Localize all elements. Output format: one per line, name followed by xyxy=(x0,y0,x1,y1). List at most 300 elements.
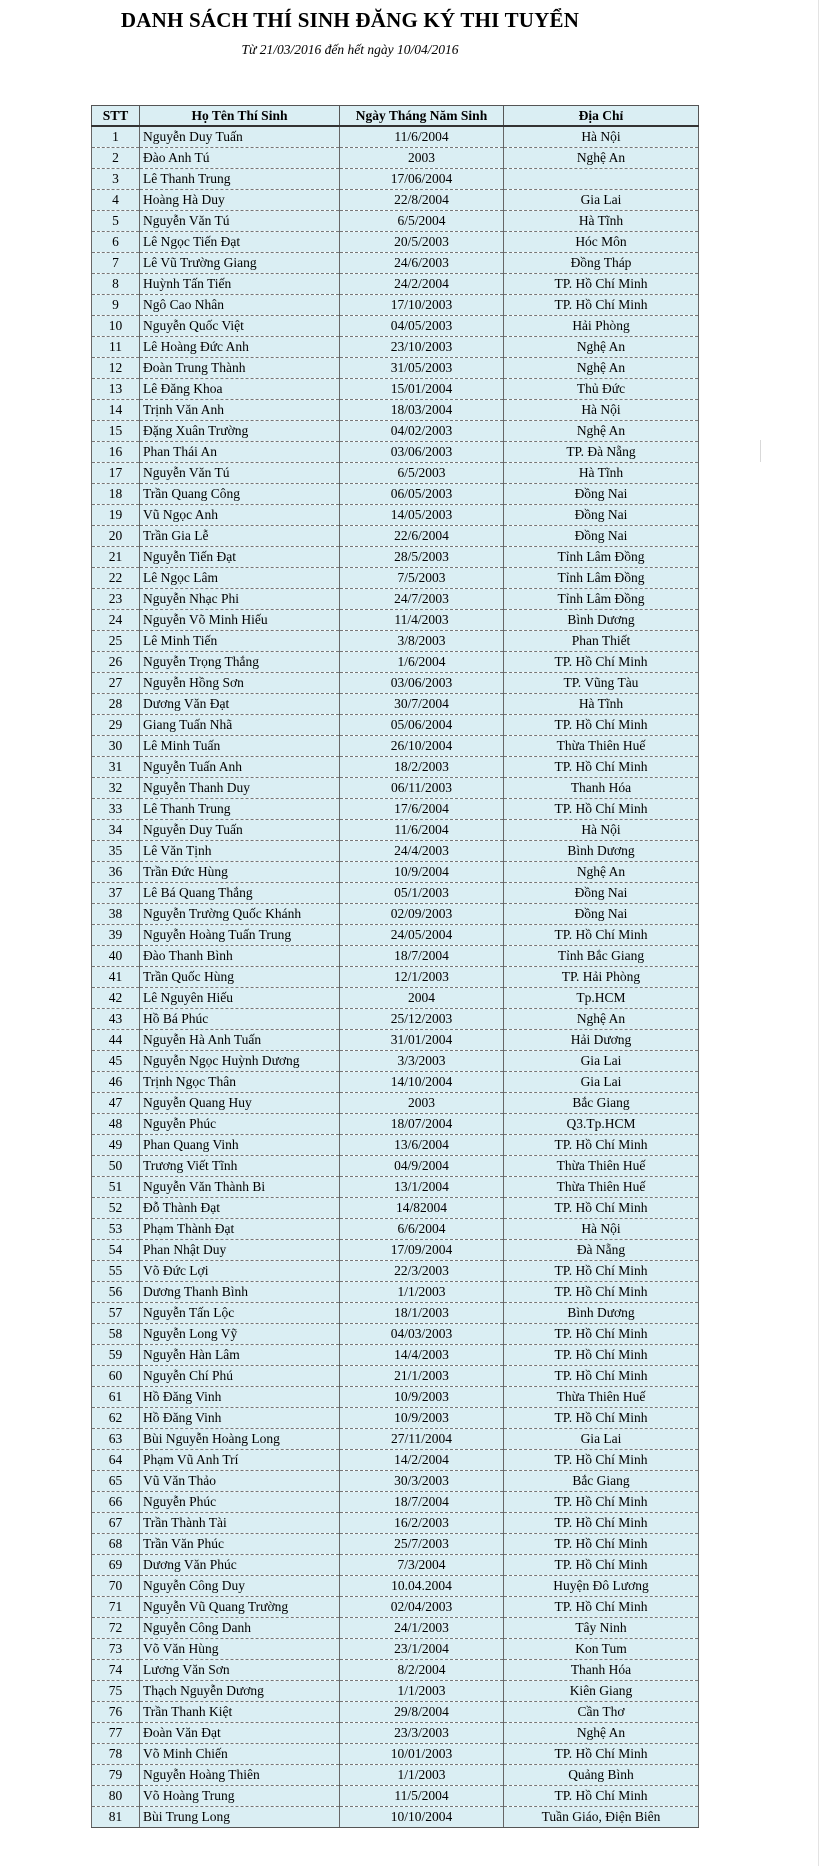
cell-address: TP. Hồ Chí Minh xyxy=(504,757,699,778)
cell-address: Hà Tĩnh xyxy=(504,694,699,715)
cell-stt: 49 xyxy=(92,1135,140,1156)
cell-stt: 78 xyxy=(92,1744,140,1765)
table-row xyxy=(92,1534,699,1555)
cell-stt: 76 xyxy=(92,1702,140,1723)
table-row xyxy=(92,148,699,169)
table-row xyxy=(92,526,699,547)
cell-date-of-birth: 15/01/2004 xyxy=(340,379,504,400)
cell-date-of-birth: 30/7/2004 xyxy=(340,694,504,715)
cell-full-name: Trần Thành Tài xyxy=(140,1513,340,1534)
cell-stt: 38 xyxy=(92,904,140,925)
cell-date-of-birth: 31/01/2004 xyxy=(340,1030,504,1051)
cell-address: Q3.Tp.HCM xyxy=(504,1114,699,1135)
table-row xyxy=(92,1324,699,1345)
cell-address: TP. Hồ Chí Minh xyxy=(504,925,699,946)
cell-stt: 41 xyxy=(92,967,140,988)
cell-stt: 9 xyxy=(92,295,140,316)
cell-date-of-birth: 14/82004 xyxy=(340,1198,504,1219)
cell-date-of-birth: 7/3/2004 xyxy=(340,1555,504,1576)
cell-full-name: Lê Đăng Khoa xyxy=(140,379,340,400)
cell-stt: 16 xyxy=(92,442,140,463)
cell-stt: 12 xyxy=(92,358,140,379)
cell-address: Tỉnh Lâm Đồng xyxy=(504,589,699,610)
cell-address: Nghệ An xyxy=(504,1723,699,1744)
cell-stt: 69 xyxy=(92,1555,140,1576)
table-row xyxy=(92,1681,699,1702)
cell-full-name: Trần Đức Hùng xyxy=(140,862,340,883)
table-row xyxy=(92,946,699,967)
cell-stt: 39 xyxy=(92,925,140,946)
cell-date-of-birth: 10.04.2004 xyxy=(340,1576,504,1597)
cell-full-name: Thạch Nguyễn Dương xyxy=(140,1681,340,1702)
cell-address: TP. Hồ Chí Minh xyxy=(504,1786,699,1807)
cell-date-of-birth: 04/03/2003 xyxy=(340,1324,504,1345)
cell-date-of-birth: 26/10/2004 xyxy=(340,736,504,757)
cell-address: Huyện Đô Lương xyxy=(504,1576,699,1597)
table-row xyxy=(92,589,699,610)
cell-full-name: Nguyễn Quang Huy xyxy=(140,1093,340,1114)
cell-full-name: Phạm Thành Đạt xyxy=(140,1219,340,1240)
cell-address: Gia Lai xyxy=(504,1051,699,1072)
table-row xyxy=(92,358,699,379)
table-row xyxy=(92,442,699,463)
header-date-of-birth: Ngày Tháng Năm Sinh xyxy=(340,106,504,127)
table-row xyxy=(92,1513,699,1534)
cell-stt: 36 xyxy=(92,862,140,883)
cell-full-name: Nguyễn Trường Quốc Khánh xyxy=(140,904,340,925)
table-row xyxy=(92,652,699,673)
cell-address: Hà Nội xyxy=(504,400,699,421)
cell-date-of-birth: 25/7/2003 xyxy=(340,1534,504,1555)
cell-full-name: Hồ Đăng Vinh xyxy=(140,1387,340,1408)
cell-date-of-birth: 18/03/2004 xyxy=(340,400,504,421)
table-row xyxy=(92,1156,699,1177)
table-row xyxy=(92,883,699,904)
table-row xyxy=(92,295,699,316)
cell-stt: 37 xyxy=(92,883,140,904)
table-row xyxy=(92,1177,699,1198)
cell-full-name: Trần Văn Phúc xyxy=(140,1534,340,1555)
cell-date-of-birth: 23/3/2003 xyxy=(340,1723,504,1744)
table-row xyxy=(92,1492,699,1513)
cell-stt: 27 xyxy=(92,673,140,694)
cell-date-of-birth: 17/10/2003 xyxy=(340,295,504,316)
table-row xyxy=(92,1198,699,1219)
cell-stt: 67 xyxy=(92,1513,140,1534)
table-row xyxy=(92,925,699,946)
cell-date-of-birth: 6/6/2004 xyxy=(340,1219,504,1240)
cell-address: Thừa Thiên Huế xyxy=(504,1387,699,1408)
cell-date-of-birth: 04/02/2003 xyxy=(340,421,504,442)
cell-stt: 4 xyxy=(92,190,140,211)
cell-date-of-birth: 10/9/2003 xyxy=(340,1387,504,1408)
table-row xyxy=(92,610,699,631)
cell-full-name: Huỳnh Tấn Tiến xyxy=(140,274,340,295)
candidate-table xyxy=(91,105,699,1828)
cell-stt: 2 xyxy=(92,148,140,169)
cell-date-of-birth: 17/06/2004 xyxy=(340,169,504,190)
table-row xyxy=(92,421,699,442)
cell-full-name: Nguyễn Văn Tú xyxy=(140,463,340,484)
table-row xyxy=(92,1366,699,1387)
cell-full-name: Nguyễn Hàn Lâm xyxy=(140,1345,340,1366)
cell-date-of-birth: 1/1/2003 xyxy=(340,1681,504,1702)
cell-address: TP. Hồ Chí Minh xyxy=(504,1492,699,1513)
cell-full-name: Vũ Văn Thảo xyxy=(140,1471,340,1492)
cell-address: Bắc Giang xyxy=(504,1093,699,1114)
table-row xyxy=(92,1072,699,1093)
cell-address: Hải Phòng xyxy=(504,316,699,337)
margin-mark xyxy=(760,440,761,462)
cell-address: Nghệ An xyxy=(504,148,699,169)
cell-address: Phan Thiết xyxy=(504,631,699,652)
table-row xyxy=(92,1051,699,1072)
cell-stt: 24 xyxy=(92,610,140,631)
table-row xyxy=(92,694,699,715)
cell-address: Hà Tĩnh xyxy=(504,211,699,232)
cell-date-of-birth: 21/1/2003 xyxy=(340,1366,504,1387)
cell-address: TP. Hồ Chí Minh xyxy=(504,652,699,673)
cell-stt: 3 xyxy=(92,169,140,190)
cell-address: TP. Hồ Chí Minh xyxy=(504,1345,699,1366)
table-row xyxy=(92,274,699,295)
cell-full-name: Nguyễn Duy Tuấn xyxy=(140,126,340,148)
table-row xyxy=(92,862,699,883)
cell-date-of-birth: 10/01/2003 xyxy=(340,1744,504,1765)
cell-address: Tỉnh Bắc Giang xyxy=(504,946,699,967)
cell-full-name: Nguyễn Văn Thành Bi xyxy=(140,1177,340,1198)
cell-full-name: Đoàn Trung Thành xyxy=(140,358,340,379)
table-row xyxy=(92,1660,699,1681)
cell-address: Gia Lai xyxy=(504,190,699,211)
cell-stt: 44 xyxy=(92,1030,140,1051)
cell-full-name: Nguyễn Công Danh xyxy=(140,1618,340,1639)
cell-full-name: Lê Minh Tuấn xyxy=(140,736,340,757)
cell-address: TP. Hồ Chí Minh xyxy=(504,1324,699,1345)
cell-date-of-birth: 03/06/2003 xyxy=(340,673,504,694)
cell-date-of-birth: 6/5/2003 xyxy=(340,463,504,484)
cell-address: Thanh Hóa xyxy=(504,778,699,799)
cell-full-name: Lê Thanh Trung xyxy=(140,169,340,190)
cell-date-of-birth: 1/1/2003 xyxy=(340,1282,504,1303)
cell-stt: 31 xyxy=(92,757,140,778)
cell-date-of-birth: 29/8/2004 xyxy=(340,1702,504,1723)
cell-date-of-birth: 7/5/2003 xyxy=(340,568,504,589)
cell-full-name: Nguyễn Tiến Đạt xyxy=(140,547,340,568)
cell-address: TP. Hồ Chí Minh xyxy=(504,1282,699,1303)
cell-stt: 77 xyxy=(92,1723,140,1744)
cell-full-name: Nguyễn Hoàng Tuấn Trung xyxy=(140,925,340,946)
cell-address: Nghệ An xyxy=(504,1009,699,1030)
table-row xyxy=(92,904,699,925)
cell-stt: 57 xyxy=(92,1303,140,1324)
cell-stt: 8 xyxy=(92,274,140,295)
cell-date-of-birth: 13/6/2004 xyxy=(340,1135,504,1156)
cell-address: Thừa Thiên Huế xyxy=(504,1156,699,1177)
cell-full-name: Bùi Trung Long xyxy=(140,1807,340,1828)
cell-address: TP. Hồ Chí Minh xyxy=(504,799,699,820)
cell-full-name: Vũ Ngọc Anh xyxy=(140,505,340,526)
table-row xyxy=(92,736,699,757)
cell-date-of-birth: 11/4/2003 xyxy=(340,610,504,631)
cell-stt: 43 xyxy=(92,1009,140,1030)
cell-full-name: Võ Minh Chiến xyxy=(140,1744,340,1765)
cell-address: TP. Hồ Chí Minh xyxy=(504,1744,699,1765)
cell-date-of-birth: 10/9/2003 xyxy=(340,1408,504,1429)
cell-address: TP. Hải Phòng xyxy=(504,967,699,988)
cell-stt: 26 xyxy=(92,652,140,673)
cell-stt: 21 xyxy=(92,547,140,568)
table-row xyxy=(92,1030,699,1051)
table-row xyxy=(92,1387,699,1408)
cell-address: TP. Hồ Chí Minh xyxy=(504,715,699,736)
cell-address: Hà Nội xyxy=(504,126,699,148)
cell-date-of-birth: 18/2/2003 xyxy=(340,757,504,778)
cell-full-name: Trịnh Ngọc Thân xyxy=(140,1072,340,1093)
cell-stt: 72 xyxy=(92,1618,140,1639)
cell-full-name: Đoàn Văn Đạt xyxy=(140,1723,340,1744)
cell-stt: 22 xyxy=(92,568,140,589)
table-row xyxy=(92,1408,699,1429)
cell-address: Tp.HCM xyxy=(504,988,699,1009)
cell-stt: 42 xyxy=(92,988,140,1009)
cell-date-of-birth: 24/4/2003 xyxy=(340,841,504,862)
table-row xyxy=(92,1219,699,1240)
table-row xyxy=(92,1597,699,1618)
cell-full-name: Nguyễn Ngọc Huỳnh Dương xyxy=(140,1051,340,1072)
cell-address: Cần Thơ xyxy=(504,1702,699,1723)
cell-date-of-birth: 10/9/2004 xyxy=(340,862,504,883)
cell-full-name: Nguyễn Vũ Quang Trường xyxy=(140,1597,340,1618)
cell-stt: 62 xyxy=(92,1408,140,1429)
cell-stt: 13 xyxy=(92,379,140,400)
table-row xyxy=(92,1576,699,1597)
table-row xyxy=(92,505,699,526)
cell-address: Kiên Giang xyxy=(504,1681,699,1702)
cell-address: TP. Hồ Chí Minh xyxy=(504,1450,699,1471)
cell-full-name: Trần Thanh Kiệt xyxy=(140,1702,340,1723)
cell-address: Tỉnh Lâm Đồng xyxy=(504,547,699,568)
cell-stt: 66 xyxy=(92,1492,140,1513)
cell-date-of-birth: 31/05/2003 xyxy=(340,358,504,379)
cell-date-of-birth: 18/7/2004 xyxy=(340,946,504,967)
table-row xyxy=(92,1093,699,1114)
cell-address: TP. Hồ Chí Minh xyxy=(504,1408,699,1429)
cell-date-of-birth: 2004 xyxy=(340,988,504,1009)
table-row xyxy=(92,1135,699,1156)
cell-date-of-birth: 24/1/2003 xyxy=(340,1618,504,1639)
cell-stt: 58 xyxy=(92,1324,140,1345)
cell-full-name: Dương Văn Đạt xyxy=(140,694,340,715)
cell-address: TP. Hồ Chí Minh xyxy=(504,274,699,295)
table-body xyxy=(92,126,699,1828)
table-header-row xyxy=(92,106,699,127)
cell-stt: 56 xyxy=(92,1282,140,1303)
cell-stt: 70 xyxy=(92,1576,140,1597)
cell-full-name: Lương Văn Sơn xyxy=(140,1660,340,1681)
table-row xyxy=(92,484,699,505)
cell-stt: 28 xyxy=(92,694,140,715)
cell-address: Thanh Hóa xyxy=(504,1660,699,1681)
cell-stt: 55 xyxy=(92,1261,140,1282)
cell-date-of-birth: 22/3/2003 xyxy=(340,1261,504,1282)
cell-address: Đà Nẵng xyxy=(504,1240,699,1261)
table-row xyxy=(92,232,699,253)
cell-stt: 1 xyxy=(92,126,140,148)
cell-full-name: Lê Ngọc Tiến Đạt xyxy=(140,232,340,253)
cell-address: Thừa Thiên Huế xyxy=(504,736,699,757)
cell-date-of-birth: 24/05/2004 xyxy=(340,925,504,946)
table-row xyxy=(92,1450,699,1471)
table-row xyxy=(92,1009,699,1030)
cell-stt: 17 xyxy=(92,463,140,484)
cell-date-of-birth: 24/7/2003 xyxy=(340,589,504,610)
cell-address: Bình Dương xyxy=(504,610,699,631)
cell-full-name: Trần Gia Lễ xyxy=(140,526,340,547)
cell-address: Nghệ An xyxy=(504,358,699,379)
cell-full-name: Phan Nhật Duy xyxy=(140,1240,340,1261)
cell-full-name: Nguyễn Tuấn Anh xyxy=(140,757,340,778)
cell-stt: 64 xyxy=(92,1450,140,1471)
table-row xyxy=(92,1765,699,1786)
cell-date-of-birth: 05/06/2004 xyxy=(340,715,504,736)
table-row xyxy=(92,337,699,358)
table-row xyxy=(92,631,699,652)
cell-date-of-birth: 20/5/2003 xyxy=(340,232,504,253)
cell-date-of-birth: 3/3/2003 xyxy=(340,1051,504,1072)
cell-date-of-birth: 24/2/2004 xyxy=(340,274,504,295)
cell-address: Quảng Bình xyxy=(504,1765,699,1786)
cell-full-name: Nguyễn Phúc xyxy=(140,1492,340,1513)
cell-address: TP. Vũng Tàu xyxy=(504,673,699,694)
table-row xyxy=(92,400,699,421)
cell-full-name: Hồ Bá Phúc xyxy=(140,1009,340,1030)
cell-stt: 29 xyxy=(92,715,140,736)
cell-date-of-birth: 27/11/2004 xyxy=(340,1429,504,1450)
cell-full-name: Nguyễn Quốc Việt xyxy=(140,316,340,337)
cell-address: TP. Hồ Chí Minh xyxy=(504,1366,699,1387)
cell-address: Tỉnh Lâm Đồng xyxy=(504,568,699,589)
cell-date-of-birth: 8/2/2004 xyxy=(340,1660,504,1681)
cell-full-name: Nguyễn Nhạc Phi xyxy=(140,589,340,610)
cell-address: Gia Lai xyxy=(504,1072,699,1093)
cell-address: Tây Ninh xyxy=(504,1618,699,1639)
cell-address: Bắc Giang xyxy=(504,1471,699,1492)
table-row xyxy=(92,568,699,589)
table-row xyxy=(92,126,699,148)
table-row xyxy=(92,1471,699,1492)
cell-stt: 50 xyxy=(92,1156,140,1177)
table-row xyxy=(92,253,699,274)
cell-address: Hải Dương xyxy=(504,1030,699,1051)
cell-address: Tuần Giáo, Điện Biên xyxy=(504,1807,699,1828)
cell-full-name: Lê Ngọc Lâm xyxy=(140,568,340,589)
table-row xyxy=(92,967,699,988)
cell-stt: 60 xyxy=(92,1366,140,1387)
table-row xyxy=(92,988,699,1009)
cell-full-name: Đỗ Thành Đạt xyxy=(140,1198,340,1219)
cell-address: TP. Hồ Chí Minh xyxy=(504,1513,699,1534)
cell-full-name: Đặng Xuân Trường xyxy=(140,421,340,442)
cell-full-name: Lê Thanh Trung xyxy=(140,799,340,820)
cell-date-of-birth: 18/7/2004 xyxy=(340,1492,504,1513)
cell-full-name: Phạm Vũ Anh Trí xyxy=(140,1450,340,1471)
cell-date-of-birth: 23/10/2003 xyxy=(340,337,504,358)
table-row xyxy=(92,1345,699,1366)
cell-stt: 63 xyxy=(92,1429,140,1450)
cell-date-of-birth: 28/5/2003 xyxy=(340,547,504,568)
cell-stt: 68 xyxy=(92,1534,140,1555)
table-row xyxy=(92,1639,699,1660)
cell-full-name: Lê Bá Quang Thắng xyxy=(140,883,340,904)
cell-date-of-birth: 14/2/2004 xyxy=(340,1450,504,1471)
cell-stt: 53 xyxy=(92,1219,140,1240)
cell-address: TP. Hồ Chí Minh xyxy=(504,1135,699,1156)
cell-date-of-birth: 14/05/2003 xyxy=(340,505,504,526)
cell-date-of-birth: 2003 xyxy=(340,1093,504,1114)
cell-full-name: Trương Viết Tĩnh xyxy=(140,1156,340,1177)
table-row xyxy=(92,799,699,820)
cell-stt: 23 xyxy=(92,589,140,610)
cell-date-of-birth: 14/10/2004 xyxy=(340,1072,504,1093)
cell-date-of-birth: 22/8/2004 xyxy=(340,190,504,211)
table-row xyxy=(92,1282,699,1303)
cell-stt: 75 xyxy=(92,1681,140,1702)
cell-full-name: Nguyễn Long Vỹ xyxy=(140,1324,340,1345)
cell-date-of-birth: 13/1/2004 xyxy=(340,1177,504,1198)
table-row xyxy=(92,169,699,190)
cell-full-name: Võ Hoàng Trung xyxy=(140,1786,340,1807)
cell-date-of-birth: 1/1/2003 xyxy=(340,1765,504,1786)
cell-address: Nghệ An xyxy=(504,421,699,442)
table-row xyxy=(92,211,699,232)
cell-stt: 34 xyxy=(92,820,140,841)
cell-full-name: Nguyễn Tấn Lộc xyxy=(140,1303,340,1324)
cell-address: Đồng Nai xyxy=(504,484,699,505)
cell-date-of-birth: 24/6/2003 xyxy=(340,253,504,274)
cell-stt: 15 xyxy=(92,421,140,442)
table-row xyxy=(92,1114,699,1135)
table-row xyxy=(92,1702,699,1723)
table-row xyxy=(92,673,699,694)
cell-address: TP. Hồ Chí Minh xyxy=(504,1198,699,1219)
cell-stt: 35 xyxy=(92,841,140,862)
cell-full-name: Lê Vũ Trường Giang xyxy=(140,253,340,274)
cell-stt: 20 xyxy=(92,526,140,547)
table-row xyxy=(92,1744,699,1765)
table-row xyxy=(92,1786,699,1807)
cell-date-of-birth: 18/07/2004 xyxy=(340,1114,504,1135)
cell-full-name: Nguyễn Phúc xyxy=(140,1114,340,1135)
cell-stt: 6 xyxy=(92,232,140,253)
cell-address: Thủ Đức xyxy=(504,379,699,400)
cell-full-name: Nguyễn Chí Phú xyxy=(140,1366,340,1387)
cell-full-name: Nguyễn Công Duy xyxy=(140,1576,340,1597)
cell-full-name: Nguyễn Duy Tuấn xyxy=(140,820,340,841)
cell-full-name: Lê Hoàng Đức Anh xyxy=(140,337,340,358)
cell-stt: 14 xyxy=(92,400,140,421)
cell-address: Hà Tĩnh xyxy=(504,463,699,484)
cell-stt: 46 xyxy=(92,1072,140,1093)
cell-full-name: Nguyễn Thanh Duy xyxy=(140,778,340,799)
table-row xyxy=(92,1555,699,1576)
table-row xyxy=(92,715,699,736)
cell-date-of-birth: 1/6/2004 xyxy=(340,652,504,673)
cell-full-name: Nguyễn Trọng Thắng xyxy=(140,652,340,673)
cell-stt: 25 xyxy=(92,631,140,652)
cell-address: Đồng Nai xyxy=(504,904,699,925)
cell-full-name: Đào Thanh Bình xyxy=(140,946,340,967)
